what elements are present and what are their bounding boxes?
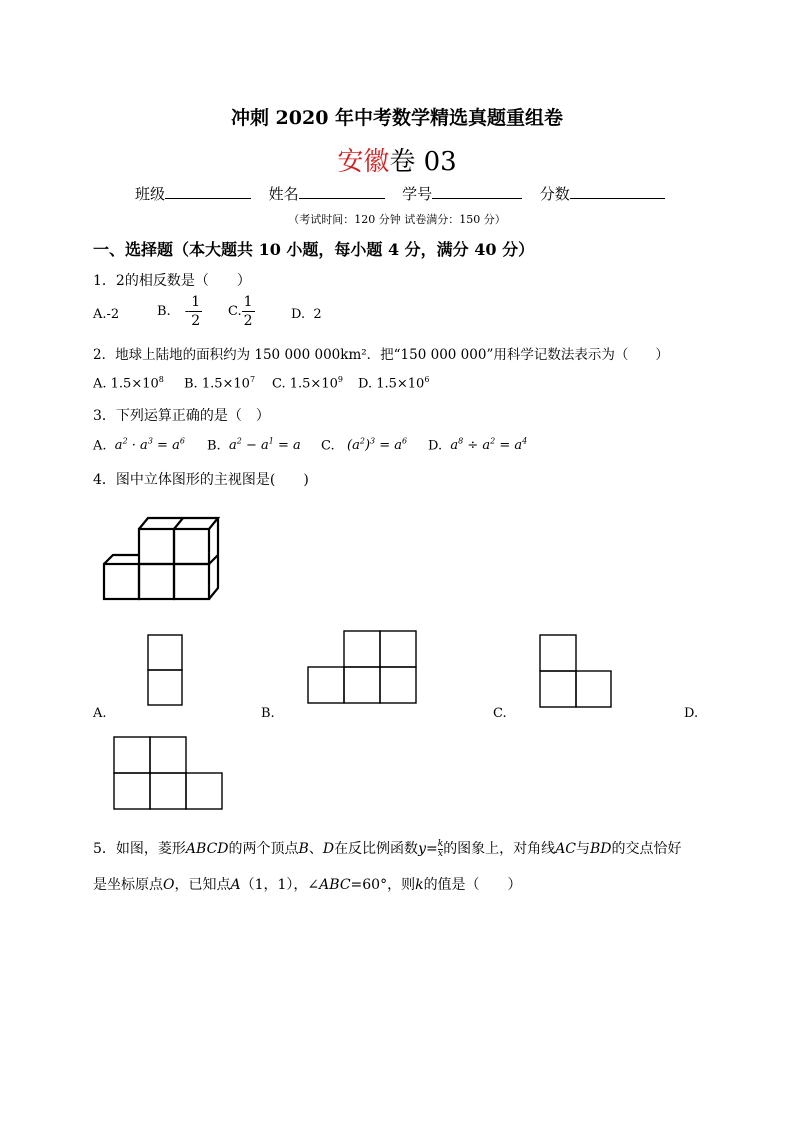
q4-option-b-label[interactable]: B.: [261, 706, 275, 721]
q5-text-9: （1，1），∠: [240, 877, 320, 893]
q1-d-label: D.: [291, 307, 306, 322]
question-5-line-2: [93, 874, 522, 894]
name-blank[interactable]: [299, 184, 385, 199]
q2-a-text: A. 1.5×10: [93, 376, 159, 392]
section-heading: 一、选择题（本大题共 10 小题，每小题 4 分，满分 40 分）: [93, 240, 535, 259]
class-label: 班级: [135, 185, 166, 203]
cube-top-face-left: [104, 555, 139, 564]
cube-front-2: [139, 564, 174, 599]
q2-option-b[interactable]: [184, 375, 255, 391]
q5-x: x: [437, 848, 443, 859]
q3-option-b[interactable]: [207, 437, 301, 453]
q1-b-label: B.: [157, 304, 171, 319]
q3-d-label: D.: [428, 438, 443, 454]
q4-option-c-label[interactable]: C.: [493, 706, 507, 721]
q3-a-label: A.: [93, 438, 107, 454]
q1-option-c[interactable]: [228, 295, 255, 328]
student-info-line: [135, 183, 665, 204]
q5-point-a: A: [230, 877, 241, 893]
id-label: 学号: [402, 185, 433, 203]
q2-a-exp: 8: [158, 375, 164, 384]
q3-b-expression: $a^2 - a^1 = a$: [224, 437, 301, 454]
q2-b-exp: 7: [249, 375, 256, 384]
q1-number: 1．: [93, 273, 116, 289]
q5-text-3: 在反比例函数: [334, 841, 419, 857]
q4-option-a-label[interactable]: A.: [93, 706, 107, 721]
q4-option-a-figure[interactable]: [146, 633, 184, 708]
question-1: [93, 270, 251, 290]
cube-front-3: [174, 564, 209, 599]
question-2: 2．地球上陆地的面积约为 150 000 000km²．把“150 000 000”用科学记数法表示为（ ）: [93, 347, 669, 363]
q3-option-a[interactable]: [93, 437, 185, 453]
q5-text-11: 的值是（ ）: [423, 877, 522, 893]
q5-text-7: 是坐标原点: [93, 877, 163, 893]
q4-option-d-figure[interactable]: [112, 735, 224, 811]
q3-a-expression: $a^2 \cdot a^3 = a^6$: [110, 437, 185, 454]
q1-c-den: 2: [243, 313, 253, 329]
q1-d-value: 2: [313, 307, 322, 322]
q1-text: 的相反数是（ ）: [124, 273, 251, 289]
cube-top-1: [139, 529, 174, 564]
q1-value: 2: [115, 273, 125, 289]
q1-a-label: A.: [93, 307, 107, 322]
q5-point-o: O: [163, 877, 175, 893]
q2-c-exp: 9: [337, 375, 343, 384]
q3-d-expression: $a^8 \div a^2 = a^4$: [446, 437, 528, 454]
q5-point-d: D: [322, 841, 335, 857]
q5-angle-abc: ABC: [319, 877, 351, 893]
q1-c-fraction: [242, 295, 255, 328]
score-blank[interactable]: [570, 184, 665, 199]
q3-b-label: B.: [207, 438, 221, 454]
q1-b-fraction: [189, 295, 202, 328]
q5-sep: 、: [308, 841, 323, 857]
q5-k-2: k: [415, 877, 424, 893]
q5-text-4: 的图象上，对角线: [443, 841, 556, 857]
q2-option-a[interactable]: [93, 375, 164, 391]
q2-b-text: B. 1.5×10: [184, 376, 250, 392]
q1-c-num: 1: [243, 294, 253, 310]
q1-a-value: -2: [106, 307, 120, 322]
q1-b-num: 1: [191, 294, 201, 310]
question-5-line-1: [93, 838, 682, 859]
q5-ac: AC: [555, 841, 577, 857]
question-4: 4．图中立体图形的主视图是( ): [93, 472, 309, 488]
exam-note: （考试时间：120 分钟 试卷满分：150 分）: [288, 213, 506, 226]
q3-option-d[interactable]: [428, 437, 527, 453]
q5-text-10: =60°，则: [350, 877, 416, 893]
q2-d-text: D. 1.5×10: [358, 376, 425, 392]
q1-option-a[interactable]: [93, 307, 119, 322]
q1-option-d[interactable]: [291, 307, 322, 322]
q3-c-label: C.: [321, 438, 335, 454]
q1-b-sign: -: [184, 304, 190, 319]
q5-text-5: 与: [576, 841, 591, 857]
class-blank[interactable]: [165, 184, 251, 199]
name-label: 姓名: [268, 185, 299, 203]
question-3: 3．下列运算正确的是（ ）: [93, 408, 270, 424]
q5-k: k: [437, 838, 444, 849]
id-blank[interactable]: [432, 184, 522, 199]
q4-option-b-figure[interactable]: [306, 629, 418, 705]
q3-option-c[interactable]: [321, 437, 407, 453]
q2-c-text: C. 1.5×10: [272, 376, 338, 392]
q5-text-6: 的交点恰好: [611, 841, 682, 857]
q2-option-c[interactable]: [272, 375, 343, 391]
exam-subtitle: [0, 141, 794, 178]
q5-text-2: 的两个顶点: [228, 841, 299, 857]
cube-right-mid: [209, 555, 218, 564]
q3-c-expression: $(a^2)^3 = a^6$: [338, 437, 408, 454]
q5-point-b: B: [298, 841, 309, 857]
q4-option-d-label[interactable]: D.: [684, 706, 699, 721]
q2-d-exp: 6: [424, 375, 430, 384]
q1-option-b[interactable]: [157, 295, 202, 328]
q5-eq: =: [425, 841, 438, 857]
q4-option-c-figure[interactable]: [538, 633, 613, 709]
subtitle-rest: 卷 03: [389, 147, 457, 177]
q5-bd: BD: [590, 841, 612, 857]
q5-abcd: ABCD: [185, 841, 229, 857]
cube-top-divider: [174, 518, 183, 529]
q1-b-den: 2: [191, 313, 201, 329]
score-label: 分数: [539, 185, 570, 203]
q5-text-8: ，已知点: [174, 877, 231, 893]
q1-c-label: C.: [228, 304, 242, 319]
subtitle-province: 安徽: [337, 147, 390, 177]
q5-y: y: [418, 841, 426, 857]
exam-title: 冲刺 2020 年中考数学精选真题重组卷: [230, 107, 564, 129]
q4-solid-figure: [98, 512, 224, 606]
q5-text-1: 如图，菱形: [115, 841, 186, 857]
q2-option-d[interactable]: [358, 375, 429, 391]
cube-top-2: [174, 529, 209, 564]
q5-number: 5．: [93, 841, 116, 857]
cube-front-1: [104, 564, 139, 599]
